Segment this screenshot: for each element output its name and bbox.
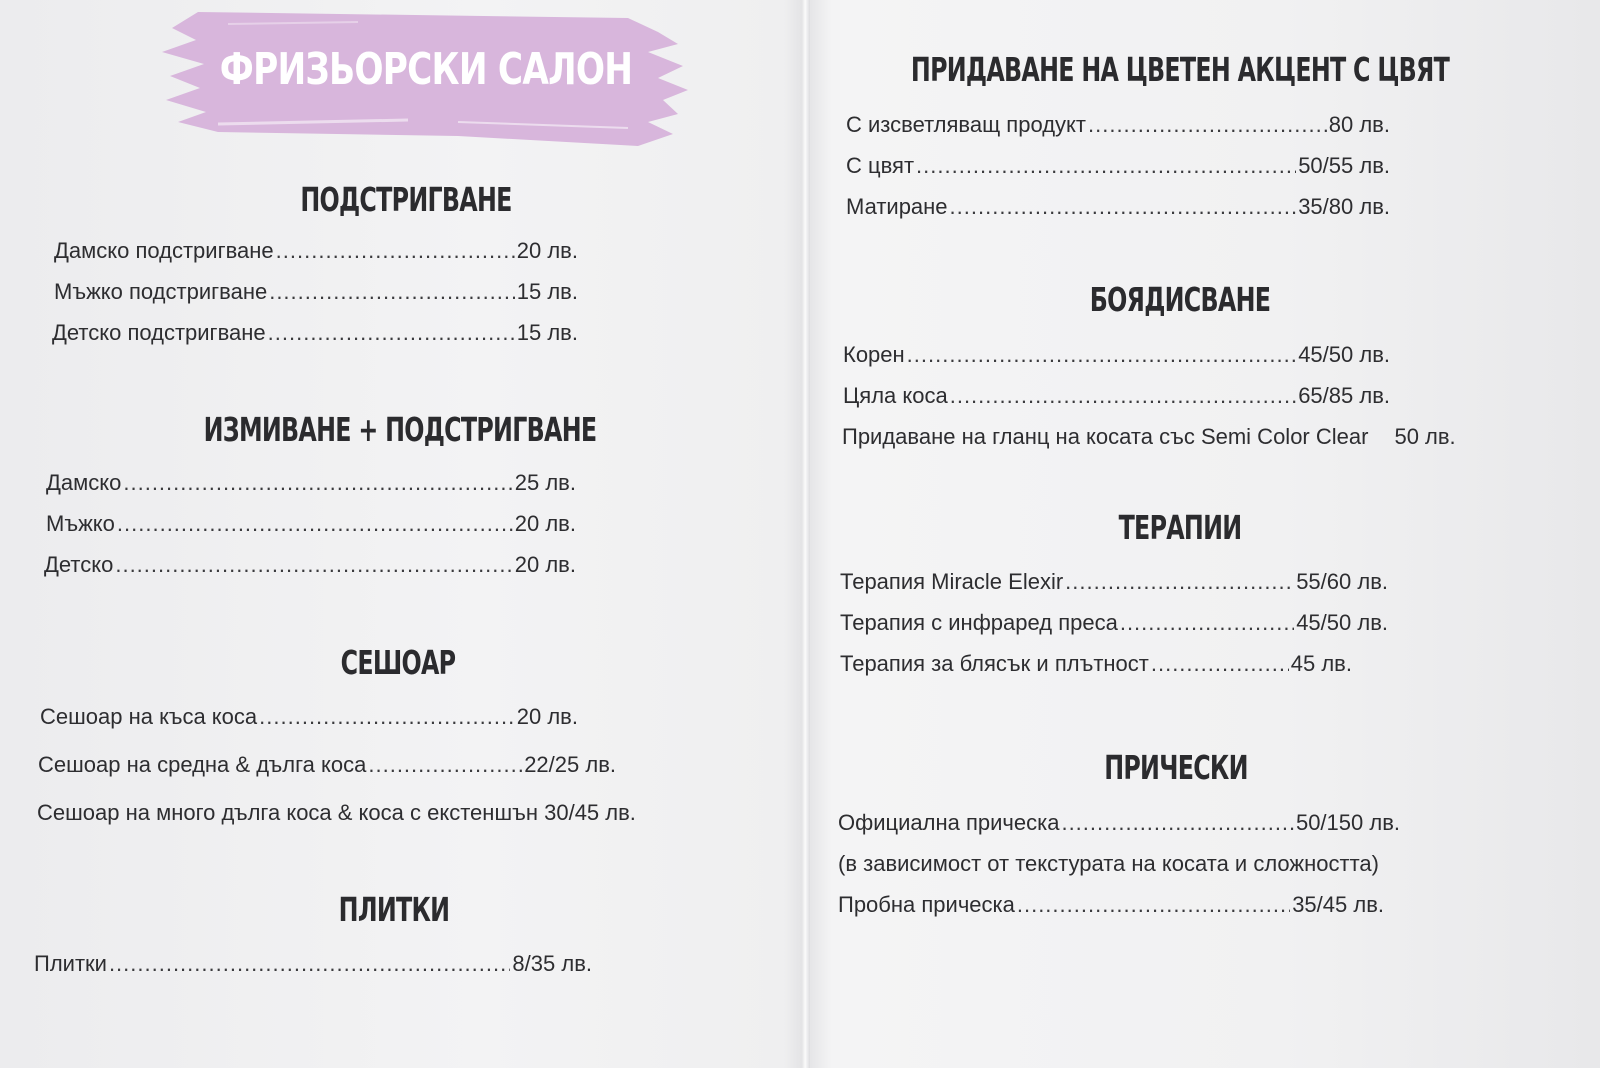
heading-coloring: БОЯДИСВАНЕ	[1089, 280, 1271, 319]
item-label: Пробна прическа	[838, 892, 1015, 917]
item-label: Мъжко	[46, 511, 115, 536]
menu-fold	[802, 0, 810, 1068]
item-price: 45/50 лв.	[1296, 610, 1388, 635]
item-price: 22/25 лв.	[524, 752, 616, 777]
item-label: С цвят	[846, 153, 915, 178]
list-item-note: (в зависимост от текстурата на косата и сложността)	[838, 851, 1379, 876]
list-item	[840, 569, 1388, 595]
item-label: Детско подстригване	[52, 320, 266, 345]
item-price: 55/60 лв.	[1296, 569, 1388, 594]
heading-braids: ПЛИТКИ	[338, 890, 450, 929]
item-price: 8/35 лв.	[512, 951, 592, 976]
leader-dots	[950, 383, 1296, 409]
list-item	[46, 470, 576, 496]
item-price: 45 лв.	[1290, 651, 1352, 676]
leader-dots	[1017, 892, 1290, 918]
list-item	[838, 810, 1400, 836]
leader-dots	[276, 238, 515, 264]
leader-dots	[1061, 810, 1294, 836]
list-item	[38, 752, 616, 778]
item-price: 20 лв.	[514, 552, 576, 577]
title-banner	[158, 4, 694, 154]
item-label: Корен	[843, 342, 905, 367]
item-price: 20 лв.	[516, 238, 578, 263]
leader-dots	[1088, 112, 1327, 138]
item-price: 25 лв.	[514, 470, 576, 495]
item-label: Цяла коса	[843, 383, 948, 408]
leader-dots	[115, 552, 512, 578]
item-price: 35/80 лв.	[1298, 194, 1390, 219]
item-label: Терапия за блясък и плътност	[840, 651, 1149, 676]
item-price: 20 лв.	[516, 704, 578, 729]
leader-dots	[269, 279, 515, 305]
leader-dots	[117, 511, 513, 537]
list-item	[843, 383, 1390, 409]
leader-dots	[1120, 610, 1294, 636]
list-item	[40, 704, 578, 730]
item-label: Терапия Miracle Elexir	[840, 569, 1064, 594]
leader-dots	[259, 704, 515, 730]
item-price: 65/85 лв.	[1298, 383, 1390, 408]
list-item	[46, 511, 576, 537]
list-item	[843, 342, 1390, 368]
item-label: Матиране	[846, 194, 948, 219]
item-price: 45/50 лв.	[1298, 342, 1390, 367]
item-label: Мъжко подстригване	[54, 279, 268, 304]
list-item	[846, 112, 1390, 138]
item-label: Плитки	[34, 951, 107, 976]
item-label: Сешоар на къса коса	[40, 704, 258, 729]
item-price: 20 лв.	[514, 511, 576, 536]
list-item	[840, 651, 1352, 677]
item-price: 50/150 лв.	[1295, 810, 1400, 835]
list-item	[54, 238, 578, 264]
list-item-gloss	[842, 424, 1456, 450]
heading-haircut: ПОДСТРИГВАНЕ	[300, 180, 512, 219]
item-label: Официална прическа	[838, 810, 1060, 835]
heading-wash-cut: ИЗМИВАНЕ + ПОДСТРИГВАНЕ	[203, 410, 597, 449]
item-price: 80 лв.	[1328, 112, 1390, 137]
heading-blowdry: СЕШОАР	[340, 643, 456, 682]
item-label: Дамско	[46, 470, 122, 495]
leader-dots	[950, 194, 1297, 220]
leader-dots	[1065, 569, 1294, 595]
list-item	[44, 552, 576, 578]
list-item	[846, 194, 1390, 220]
list-item	[54, 279, 578, 305]
item-label: Детско	[44, 552, 114, 577]
item-label: Придаване на гланц на косата със Semi Color Clear	[842, 424, 1369, 449]
item-price: 35/45 лв.	[1292, 892, 1384, 917]
leader-dots	[268, 320, 515, 346]
list-item-note: Сешоар на много дълга коса & коса с екстеншън 30/45 лв.	[37, 800, 636, 825]
item-label: Дамско подстригване	[54, 238, 274, 263]
item-label: Сешоар на средна & дълга коса	[38, 752, 367, 777]
heading-color-accent: ПРИДАВАНЕ НА ЦВЕТЕН АКЦЕНТ С ЦВЯТ	[910, 50, 1450, 89]
leader-dots	[916, 153, 1296, 179]
item-price: 50/55 лв.	[1298, 153, 1390, 178]
item-price: 50 лв.	[1394, 424, 1456, 449]
leader-dots	[1151, 651, 1289, 677]
item-price: 15 лв.	[516, 279, 578, 304]
heading-therapies: ТЕРАПИИ	[1118, 508, 1242, 547]
list-item	[846, 153, 1390, 179]
leader-dots	[368, 752, 522, 778]
heading-hairstyles: ПРИЧЕСКИ	[1104, 748, 1248, 787]
item-label: Терапия с инфраред преса	[840, 610, 1118, 635]
item-price: 15 лв.	[516, 320, 578, 345]
list-item	[838, 892, 1384, 918]
salon-title: ФРИЗЬОРСКИ САЛОН	[219, 44, 633, 95]
right-page	[810, 0, 1600, 1068]
leader-dots	[123, 470, 512, 496]
list-item	[840, 610, 1388, 636]
item-label: С изсветляващ продукт	[846, 112, 1086, 137]
list-item	[34, 951, 592, 977]
leader-dots	[907, 342, 1297, 368]
list-item	[52, 320, 578, 346]
leader-dots	[109, 951, 510, 977]
